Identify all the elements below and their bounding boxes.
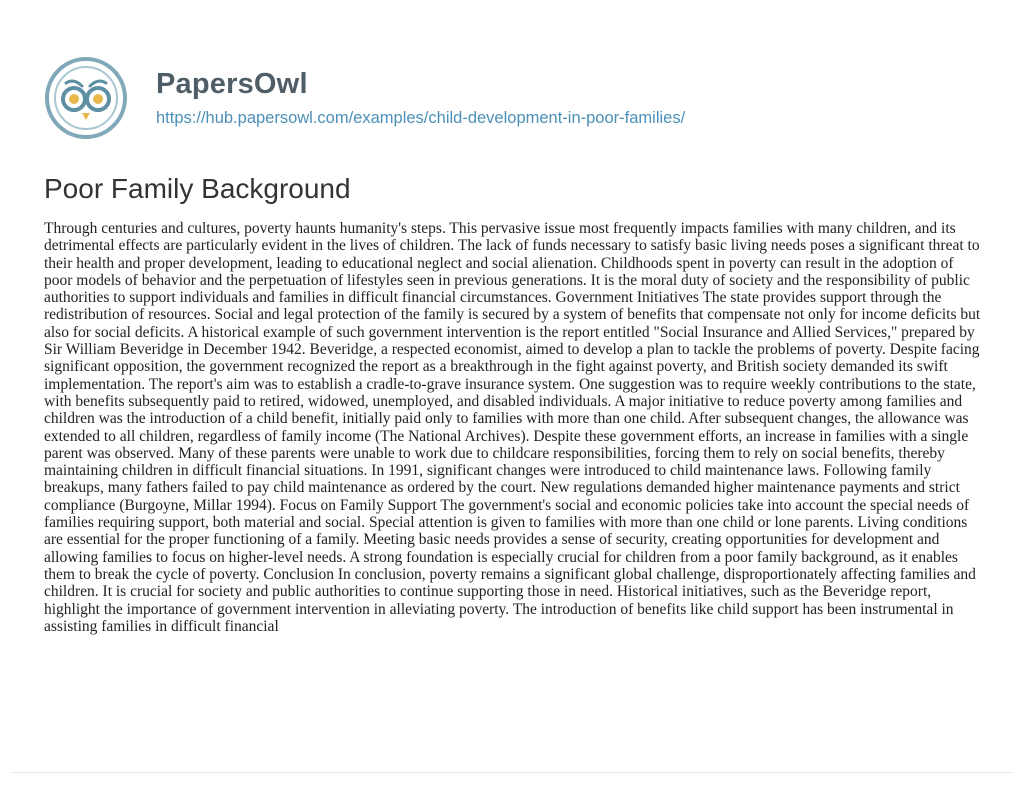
owl-logo-icon[interactable] — [44, 56, 128, 140]
site-header — [44, 54, 685, 142]
brand-name[interactable]: PapersOwl — [156, 68, 308, 100]
footer-divider — [12, 772, 1012, 773]
brand-block — [156, 66, 685, 130]
article-body: Through centuries and cultures, poverty haunts humanity's steps. This pervasive issue most frequently impacts families with many children, and its detrimental effects are particularly evident in the lives of children. The lack of funds necessary to satisfy basic living needs poses a significant threat to their health and proper development, leading to educational neglect and social alienation. Childhoods spent in poverty can result in the adoption of poor models of behavior and the perpetuation of lifestyles seen in previous generations. It is the moral duty of society and the responsibility of public authorities to support individuals and families in difficult financial circumstances. Government Initiatives The state provides support through the redistribution of resources. Social and legal protection of the family is secured by a system of benefits that compensate not only for income deficits but also for social deficits. A historical example of such government intervention is the report entitled "Social Insurance and Allied Services," prepared by Sir William Beveridge in December 1942. Beveridge, a respected economist, aimed to develop a plan to tackle the problems of poverty. Despite facing significant opposition, the government recognized the report as a breakthrough in the fight against poverty, and British society demanded its swift implementation. The report's aim was to establish a cradle-to-grave insurance system. One suggestion was to require weekly contributions to the state, with benefits subsequently paid to retired, widowed, unemployed, and disabled individuals. A major initiative to reduce poverty among families and children was the introduction of a child benefit, initially paid only to families with more than one child. After subsequent changes, the allowance was extended to all children, regardless of family income (The National Archives). Despite these government efforts, an increase in families with a single parent was observed. Many of these parents were unable to work due to childcare responsibilities, forcing them to rely on social benefits, thereby maintaining children in difficult financial situations. In 1991, significant changes were introduced to child maintenance laws. Following family breakups, many fathers failed to pay child maintenance as ordered by the court. New regulations demanded higher maintenance payments and strict compliance (Burgoyne, Millar 1994). Focus on Family Support The government's social and economic policies take into account the special needs of families requiring support, both material and social. Special attention is given to families with more than one child or lone parents. Living conditions are essential for the proper functioning of a family. Meeting basic needs provides a sense of security, creating opportunities for development and allowing families to focus on higher-level needs. A strong foundation is especially crucial for children from a poor family background, as it enables them to break the cycle of poverty. Conclusion In conclusion, poverty remains a significant global challenge, disproportionately affecting families and children. It is crucial for society and public authorities to continue supporting those in need. Historical initiatives, such as the Beveridge report, highlight the importance of government intervention in alleviating poverty. The introduction of benefits like child support has been instrumental in assisting families in difficult financial — [44, 220, 981, 635]
source-url-link[interactable]: https://hub.papersowl.com/examples/child-development-in-poor-families/ — [156, 109, 686, 127]
page-title: Poor Family Background — [44, 173, 351, 204]
